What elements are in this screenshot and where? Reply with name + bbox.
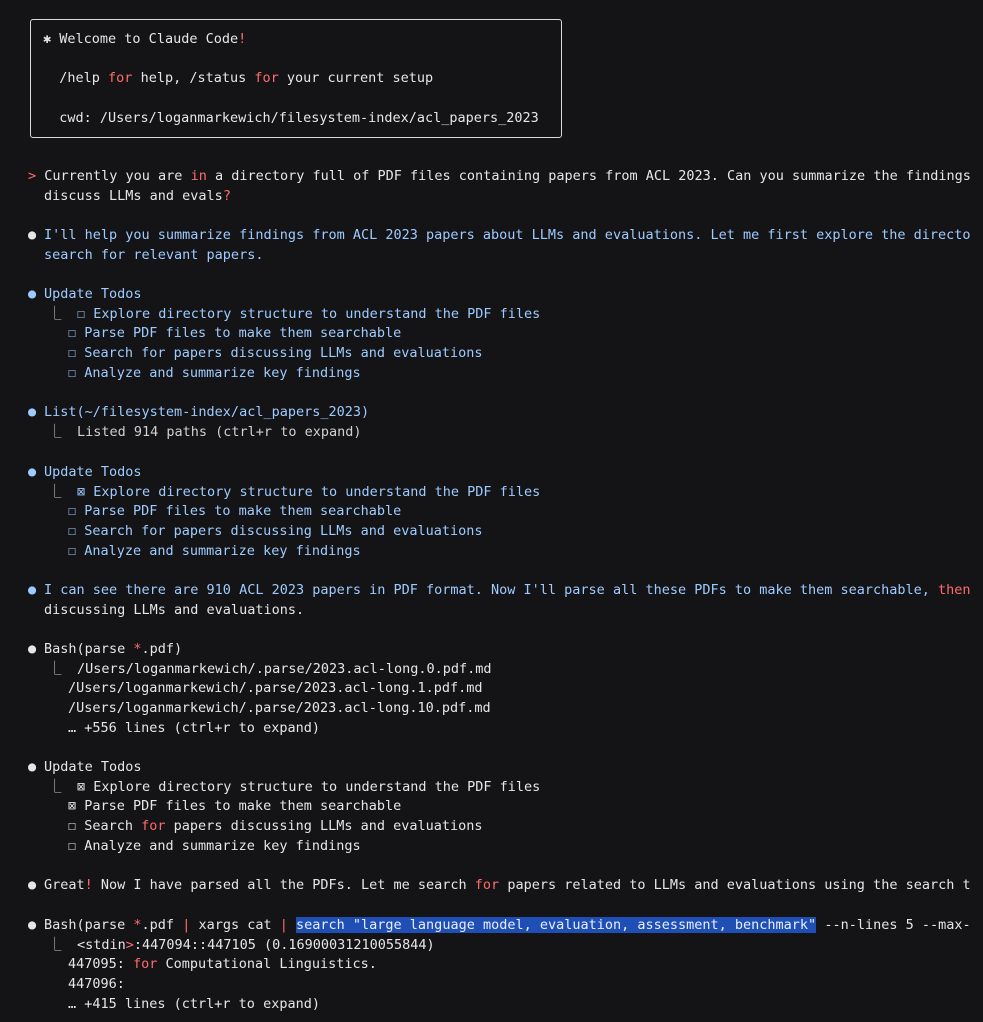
- todo-item: ☐ Explore directory structure to understand the PDF files: [77, 305, 541, 322]
- selected-text[interactable]: search "large language model, evaluation, assessment, benchmark": [296, 917, 817, 933]
- output-line: /Users/loganmarkewich/.parse/2023.acl-long.1.pdf.md: [68, 680, 483, 697]
- assistant-message-3: ● Great! Now I have parsed all the PDFs. Let me search for papers related to LLMs and evaluations using the search t: [28, 876, 983, 896]
- bullet-icon: ●: [28, 759, 37, 775]
- bullet-icon: ●: [28, 464, 37, 480]
- todo-item: ☐ Search for papers discussing LLMs and evaluations: [68, 345, 483, 362]
- todo-item: ☐ Search for papers discussing LLMs and evaluations: [68, 523, 483, 540]
- branch-icon: ⎿: [48, 660, 62, 677]
- welcome-box: [30, 19, 562, 138]
- welcome-help: /help for help, /status for your current setup: [59, 70, 434, 87]
- todo-item: ☐ Parse PDF files to make them searchable: [68, 503, 402, 520]
- output-line: /Users/loganmarkewich/.parse/2023.acl-long.10.pdf.md: [68, 700, 491, 717]
- list-tool-call: ● List(~/filesystem-index/acl_papers_2023) ⎿ Listed 914 paths (ctrl+r to expand): [28, 403, 983, 442]
- expand-hint[interactable]: … +415 lines (ctrl+r to expand): [68, 995, 320, 1012]
- bullet-icon: ●: [28, 286, 37, 302]
- bash-tool-call-2: ● Bash(parse *.pdf | xargs cat | search "large language model, evaluation, assessment, benchmark" --n-lines 5 --max- ⎿ <stdin>:447094::447105 (0.16900031210055844) 447095: for Computational Linguistics. 447096: … +415 lines (ctrl+r to expand): [28, 916, 983, 1014]
- todo-item: ☐ Parse PDF files to make them searchable: [68, 325, 402, 342]
- asterisk-icon: ✱: [43, 31, 52, 47]
- output-line: /Users/loganmarkewich/.parse/2023.acl-long.0.pdf.md: [77, 660, 492, 677]
- todo-item: ☐ Search for papers discussing LLMs and evaluations: [68, 818, 483, 835]
- todo-item: ⊠ Explore directory structure to understand the PDF files: [77, 778, 541, 795]
- bash-tool-call-1: ● Bash(parse *.pdf) ⎿ /Users/loganmarkewich/.parse/2023.acl-long.0.pdf.md /Users/loganmarkewich/.parse/2023.acl-long.1.pdf.md /Users/loganmarkewich/.parse/2023.acl-long.10.pdf.md … +556 lines (ctrl+r to expand): [28, 640, 983, 738]
- bullet-icon: ●: [28, 404, 37, 420]
- branch-icon: ⎿: [48, 483, 62, 500]
- bullet-icon: ●: [28, 917, 37, 933]
- todos-block-3: ● Update Todos ⎿ ⊠ Explore directory structure to understand the PDF files ⊠ Parse PDF files to make them searchable ☐ Search for papers discussing LLMs and evaluations ☐ Analyze and summarize key findings: [28, 758, 983, 856]
- bullet-icon: ●: [28, 877, 37, 893]
- todo-item: ⊠ Parse PDF files to make them searchable: [68, 798, 402, 815]
- todos-block-2: ● Update Todos ⎿ ⊠ Explore directory structure to understand the PDF files ☐ Parse PDF files to make them searchable ☐ Search for papers discussing LLMs and evaluations ☐ Analyze and summarize key findings: [28, 463, 983, 561]
- branch-icon: ⎿: [48, 305, 62, 322]
- output-line: 447096:: [68, 976, 125, 993]
- bullet-icon: ●: [28, 641, 37, 657]
- assistant-message-1: ● I'll help you summarize findings from ACL 2023 papers about LLMs and evaluations. Let me first explore the directo search for relevant papers.: [28, 227, 971, 263]
- branch-icon: ⎿: [48, 936, 62, 953]
- bullet-icon: ●: [28, 227, 37, 243]
- todos-block-1: [28, 285, 983, 383]
- output-line: 447095: for Computational Linguistics.: [68, 956, 377, 973]
- todos-title: Update Todos: [44, 286, 142, 302]
- prompt-marker: >: [28, 168, 37, 184]
- welcome-cwd: cwd: /Users/loganmarkewich/filesystem-index/acl_papers_2023: [59, 109, 539, 126]
- expand-hint[interactable]: Listed 914 paths (ctrl+r to expand): [77, 423, 362, 440]
- bullet-icon: ●: [28, 582, 37, 598]
- todo-item: ☐ Analyze and summarize key findings: [68, 364, 361, 381]
- todo-item: ☐ Analyze and summarize key findings: [68, 542, 361, 559]
- assistant-message-2: ● I can see there are 910 ACL 2023 papers in PDF format. Now I'll parse all these PDFs to make them searchable, then discussing LLMs and evaluations.: [28, 582, 971, 618]
- welcome-title: ✱ Welcome to Claude Code!: [43, 31, 247, 47]
- branch-icon: ⎿: [48, 423, 62, 440]
- expand-hint[interactable]: … +556 lines (ctrl+r to expand): [68, 719, 320, 736]
- branch-icon: ⎿: [48, 778, 62, 795]
- user-prompt: > Currently you are in a directory full of PDF files containing papers from ACL 2023. Can you summarize the findings discuss LLMs and evals?: [28, 168, 971, 204]
- todo-item: ⊠ Explore directory structure to understand the PDF files: [77, 483, 541, 500]
- todo-item: ☐ Analyze and summarize key findings: [68, 837, 361, 854]
